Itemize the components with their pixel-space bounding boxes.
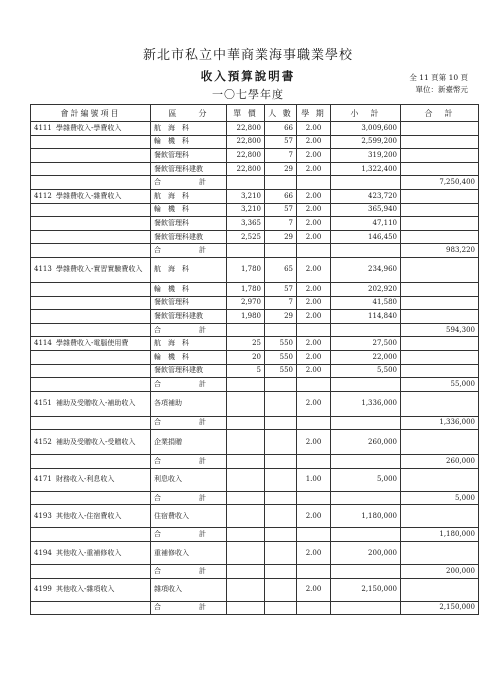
account-cell <box>31 323 151 337</box>
table-row <box>31 565 479 579</box>
account-item: 學雜費收入-電腦使用費 <box>56 339 129 348</box>
total-cell <box>401 296 479 310</box>
account-cell <box>31 578 151 601</box>
price-cell <box>227 416 265 430</box>
count-cell: 7 <box>265 149 297 163</box>
count-cell: 550 <box>265 350 297 364</box>
region-cell: 航 海 科 <box>151 122 227 136</box>
total-cell: 2,150,000 <box>401 601 479 615</box>
account-cell <box>31 416 151 430</box>
subtotal-cell: 1,180,000 <box>331 505 401 528</box>
account-code: 4113 <box>34 265 52 274</box>
total-cell: 5,000 <box>401 491 479 505</box>
account-cell <box>31 282 151 296</box>
table-row <box>31 135 479 149</box>
table-row <box>31 122 479 136</box>
term-cell: 2.00 <box>297 391 331 416</box>
total-cell <box>401 578 479 601</box>
subtotal-cell <box>331 378 401 392</box>
table-row <box>31 528 479 542</box>
col-header-term: 學 期 <box>297 105 331 122</box>
term-cell: 2.00 <box>297 230 331 244</box>
count-cell <box>265 542 297 565</box>
account-cell <box>31 135 151 149</box>
price-cell: 2,970 <box>227 296 265 310</box>
page-number: 全 11 頁第 10 頁 <box>409 73 468 82</box>
price-cell: 22,800 <box>227 135 265 149</box>
term-cell: 2.00 <box>297 296 331 310</box>
price-cell <box>227 578 265 601</box>
account-cell <box>31 122 151 136</box>
term-cell: 2.00 <box>297 122 331 136</box>
table-row <box>31 230 479 244</box>
price-cell <box>227 528 265 542</box>
account-cell <box>31 528 151 542</box>
count-cell <box>265 601 297 615</box>
table-row <box>31 337 479 351</box>
count-cell <box>265 176 297 190</box>
total-cell <box>401 391 479 416</box>
total-cell <box>401 337 479 351</box>
subtotal-cell: 2,599,200 <box>331 135 401 149</box>
count-cell <box>265 416 297 430</box>
region-cell: 合 計 <box>151 176 227 190</box>
table-row <box>31 430 479 455</box>
total-cell <box>401 430 479 455</box>
term-cell <box>297 323 331 337</box>
subtotal-cell: 114,840 <box>331 310 401 324</box>
account-cell <box>31 468 151 491</box>
fiscal-year: 一〇七學年度 <box>212 88 284 101</box>
region-cell: 住宿費收入 <box>151 505 227 528</box>
account-cell <box>31 310 151 324</box>
table-row <box>31 296 479 310</box>
price-cell: 22,800 <box>227 149 265 163</box>
count-cell: 65 <box>265 257 297 282</box>
region-cell: 合 計 <box>151 565 227 579</box>
region-cell: 航 海 科 <box>151 189 227 203</box>
total-cell <box>401 310 479 324</box>
total-cell <box>401 257 479 282</box>
term-cell: 2.00 <box>297 189 331 203</box>
table-row <box>31 491 479 505</box>
table-row <box>31 310 479 324</box>
term-cell <box>297 565 331 579</box>
price-cell: 3,210 <box>227 189 265 203</box>
account-cell <box>31 601 151 615</box>
col-header-total: 合 計 <box>401 105 479 122</box>
account-code: 4151 <box>34 399 52 408</box>
account-item: 財務收入-利息收入 <box>56 475 115 484</box>
account-item: 其他收入-重補修收入 <box>56 548 122 557</box>
region-cell: 航 海 科 <box>151 337 227 351</box>
region-cell: 輪 機 科 <box>151 135 227 149</box>
currency-unit: 單位：新臺幣元 <box>415 85 468 94</box>
subtotal-cell <box>331 176 401 190</box>
col-header-price: 單 價 <box>227 105 265 122</box>
subtotal-cell <box>331 416 401 430</box>
account-code: 4193 <box>34 511 52 520</box>
subtotal-cell: 423,720 <box>331 189 401 203</box>
account-item: 補助及受贈收入-受贈收入 <box>56 437 136 446</box>
account-code: 4111 <box>34 123 52 132</box>
total-cell <box>401 122 479 136</box>
account-code: 4199 <box>34 585 52 594</box>
count-cell: 57 <box>265 203 297 217</box>
price-cell: 25 <box>227 337 265 351</box>
table-header-row <box>31 105 479 122</box>
term-cell: 2.00 <box>297 217 331 231</box>
account-cell <box>31 189 151 203</box>
account-cell <box>31 565 151 579</box>
col-header-region: 區 分 <box>151 105 227 122</box>
term-cell <box>297 416 331 430</box>
school-name: 新北市私立中華商業海事職業學校 <box>142 48 353 63</box>
count-cell: 66 <box>265 189 297 203</box>
region-cell: 合 計 <box>151 455 227 469</box>
table-row <box>31 162 479 176</box>
term-cell <box>297 455 331 469</box>
price-cell <box>227 491 265 505</box>
col-header-account: 會計編號項目 <box>31 105 151 122</box>
subtotal-cell <box>331 601 401 615</box>
region-cell: 合 計 <box>151 323 227 337</box>
price-cell <box>227 601 265 615</box>
table-row <box>31 468 479 491</box>
table-row <box>31 542 479 565</box>
subtotal-cell: 5,000 <box>331 468 401 491</box>
table-row <box>31 257 479 282</box>
price-cell <box>227 391 265 416</box>
region-cell: 各項補助 <box>151 391 227 416</box>
region-cell: 合 計 <box>151 244 227 258</box>
account-code: 4171 <box>34 475 52 484</box>
count-cell: 57 <box>265 135 297 149</box>
region-cell: 餐飲管理科建教 <box>151 364 227 378</box>
account-cell <box>31 350 151 364</box>
subtotal-cell: 27,500 <box>331 337 401 351</box>
account-cell <box>31 149 151 163</box>
table-row <box>31 189 479 203</box>
count-cell <box>265 430 297 455</box>
term-cell: 2.00 <box>297 203 331 217</box>
term-cell: 2.00 <box>297 542 331 565</box>
count-cell <box>265 505 297 528</box>
subtotal-cell <box>331 323 401 337</box>
price-cell: 2,525 <box>227 230 265 244</box>
subtotal-cell: 319,200 <box>331 149 401 163</box>
table-row <box>31 364 479 378</box>
table-row <box>31 416 479 430</box>
region-cell: 重補修收入 <box>151 542 227 565</box>
account-code: 4112 <box>34 191 52 200</box>
account-cell <box>31 257 151 282</box>
total-cell <box>401 468 479 491</box>
count-cell <box>265 323 297 337</box>
total-cell: 1,336,000 <box>401 416 479 430</box>
total-cell: 200,000 <box>401 565 479 579</box>
account-code: 4152 <box>34 437 52 446</box>
col-header-subtotal: 小 計 <box>331 105 401 122</box>
account-item: 補助及受贈收入-補助收入 <box>56 399 136 408</box>
count-cell <box>265 565 297 579</box>
total-cell <box>401 203 479 217</box>
term-cell: 2.00 <box>297 310 331 324</box>
total-cell: 983,220 <box>401 244 479 258</box>
subtotal-cell: 234,960 <box>331 257 401 282</box>
price-cell <box>227 468 265 491</box>
price-cell: 1,780 <box>227 257 265 282</box>
count-cell <box>265 468 297 491</box>
price-cell: 3,365 <box>227 217 265 231</box>
table-row <box>31 578 479 601</box>
term-cell: 1.00 <box>297 468 331 491</box>
subtotal-cell <box>331 565 401 579</box>
count-cell: 7 <box>265 217 297 231</box>
subtotal-cell: 47,110 <box>331 217 401 231</box>
account-cell <box>31 217 151 231</box>
total-cell <box>401 350 479 364</box>
region-cell: 輪 機 科 <box>151 282 227 296</box>
subtotal-cell <box>331 528 401 542</box>
price-cell <box>227 323 265 337</box>
account-cell <box>31 337 151 351</box>
total-cell <box>401 542 479 565</box>
subtotal-cell: 1,336,000 <box>331 391 401 416</box>
count-cell <box>265 491 297 505</box>
count-cell <box>265 378 297 392</box>
total-cell: 594,300 <box>401 323 479 337</box>
price-cell <box>227 176 265 190</box>
account-cell <box>31 491 151 505</box>
price-cell <box>227 505 265 528</box>
table-row <box>31 505 479 528</box>
total-cell <box>401 189 479 203</box>
subtotal-cell: 1,322,400 <box>331 162 401 176</box>
term-cell: 2.00 <box>297 430 331 455</box>
region-cell: 雜項收入 <box>151 578 227 601</box>
count-cell: 57 <box>265 282 297 296</box>
total-cell <box>401 162 479 176</box>
count-cell: 66 <box>265 122 297 136</box>
term-cell: 2.00 <box>297 282 331 296</box>
price-cell <box>227 378 265 392</box>
table-row <box>31 244 479 258</box>
count-cell: 550 <box>265 337 297 351</box>
subtotal-cell <box>331 491 401 505</box>
account-cell <box>31 455 151 469</box>
region-cell: 餐飲管理科 <box>151 296 227 310</box>
price-cell: 20 <box>227 350 265 364</box>
total-cell <box>401 505 479 528</box>
term-cell <box>297 601 331 615</box>
region-cell: 利息收入 <box>151 468 227 491</box>
total-cell: 1,180,000 <box>401 528 479 542</box>
table-body <box>31 122 479 615</box>
subtotal-cell: 200,000 <box>331 542 401 565</box>
account-cell <box>31 378 151 392</box>
count-cell: 29 <box>265 162 297 176</box>
count-cell: 29 <box>265 310 297 324</box>
region-cell: 輪 機 科 <box>151 203 227 217</box>
region-cell: 餐飲管理科 <box>151 149 227 163</box>
term-cell: 2.00 <box>297 350 331 364</box>
table-row <box>31 217 479 231</box>
account-item: 學雜費收入-學費收入 <box>56 123 122 132</box>
account-item: 其他收入-雜項收入 <box>56 585 115 594</box>
region-cell: 餐飲管理科 <box>151 217 227 231</box>
term-cell: 2.00 <box>297 149 331 163</box>
table-row <box>31 378 479 392</box>
account-cell <box>31 391 151 416</box>
price-cell: 1,980 <box>227 310 265 324</box>
subtotal-cell: 2,150,000 <box>331 578 401 601</box>
table-row <box>31 455 479 469</box>
total-cell: 260,000 <box>401 455 479 469</box>
price-cell <box>227 244 265 258</box>
term-cell: 2.00 <box>297 578 331 601</box>
subtotal-cell: 260,000 <box>331 430 401 455</box>
price-cell <box>227 542 265 565</box>
region-cell: 合 計 <box>151 378 227 392</box>
region-cell: 合 計 <box>151 528 227 542</box>
region-cell: 餐飲管理科建教 <box>151 230 227 244</box>
account-cell <box>31 230 151 244</box>
region-cell: 企業捐贈 <box>151 430 227 455</box>
account-code: 4114 <box>34 339 52 348</box>
subtotal-cell: 202,920 <box>331 282 401 296</box>
price-cell <box>227 565 265 579</box>
total-cell <box>401 149 479 163</box>
account-cell <box>31 176 151 190</box>
table-row <box>31 350 479 364</box>
total-cell: 7,250,400 <box>401 176 479 190</box>
price-cell: 3,210 <box>227 203 265 217</box>
region-cell: 合 計 <box>151 416 227 430</box>
count-cell <box>265 578 297 601</box>
price-cell <box>227 455 265 469</box>
table-row <box>31 203 479 217</box>
account-cell <box>31 162 151 176</box>
price-cell: 5 <box>227 364 265 378</box>
term-cell <box>297 244 331 258</box>
subtotal-cell <box>331 244 401 258</box>
price-cell <box>227 430 265 455</box>
price-cell: 22,800 <box>227 162 265 176</box>
term-cell: 2.00 <box>297 135 331 149</box>
price-cell: 1,780 <box>227 282 265 296</box>
account-item: 學雜費收入-雜費收入 <box>56 191 122 200</box>
region-cell: 合 計 <box>151 601 227 615</box>
region-cell: 航 海 科 <box>151 257 227 282</box>
count-cell: 29 <box>265 230 297 244</box>
account-cell <box>31 505 151 528</box>
account-code: 4194 <box>34 548 52 557</box>
page-info <box>409 72 468 96</box>
document-title: 收入預算說明書 <box>200 69 296 83</box>
account-cell <box>31 542 151 565</box>
account-cell <box>31 203 151 217</box>
count-cell <box>265 455 297 469</box>
term-cell: 2.00 <box>297 257 331 282</box>
term-cell: 2.00 <box>297 162 331 176</box>
total-cell: 55,000 <box>401 378 479 392</box>
subtotal-cell: 22,000 <box>331 350 401 364</box>
total-cell <box>401 135 479 149</box>
subtotal-cell <box>331 455 401 469</box>
table-row <box>31 149 479 163</box>
account-cell <box>31 244 151 258</box>
subtotal-cell: 41,580 <box>331 296 401 310</box>
count-cell: 550 <box>265 364 297 378</box>
col-header-count: 人 數 <box>265 105 297 122</box>
table-row <box>31 323 479 337</box>
account-cell <box>31 430 151 455</box>
budget-table <box>30 104 479 615</box>
term-cell <box>297 176 331 190</box>
subtotal-cell: 3,009,600 <box>331 122 401 136</box>
table-row <box>31 176 479 190</box>
table-row <box>31 601 479 615</box>
total-cell <box>401 230 479 244</box>
account-item: 學雜費收入-實習實驗費收入 <box>56 265 143 274</box>
region-cell: 輪 機 科 <box>151 350 227 364</box>
subtotal-cell: 146,450 <box>331 230 401 244</box>
count-cell <box>265 528 297 542</box>
region-cell: 合 計 <box>151 491 227 505</box>
total-cell <box>401 282 479 296</box>
account-cell <box>31 296 151 310</box>
term-cell <box>297 491 331 505</box>
term-cell <box>297 378 331 392</box>
total-cell <box>401 217 479 231</box>
subtotal-cell: 5,500 <box>331 364 401 378</box>
count-cell <box>265 391 297 416</box>
table-row <box>31 391 479 416</box>
term-cell: 2.00 <box>297 337 331 351</box>
total-cell <box>401 364 479 378</box>
count-cell <box>265 244 297 258</box>
subtotal-cell: 365,940 <box>331 203 401 217</box>
table-row <box>31 282 479 296</box>
region-cell: 餐飲管理科建教 <box>151 162 227 176</box>
term-cell: 2.00 <box>297 505 331 528</box>
account-cell <box>31 364 151 378</box>
price-cell: 22,800 <box>227 122 265 136</box>
term-cell <box>297 528 331 542</box>
count-cell: 7 <box>265 296 297 310</box>
account-item: 其他收入-住宿費收入 <box>56 511 122 520</box>
region-cell: 餐飲管理科建教 <box>151 310 227 324</box>
term-cell: 2.00 <box>297 364 331 378</box>
